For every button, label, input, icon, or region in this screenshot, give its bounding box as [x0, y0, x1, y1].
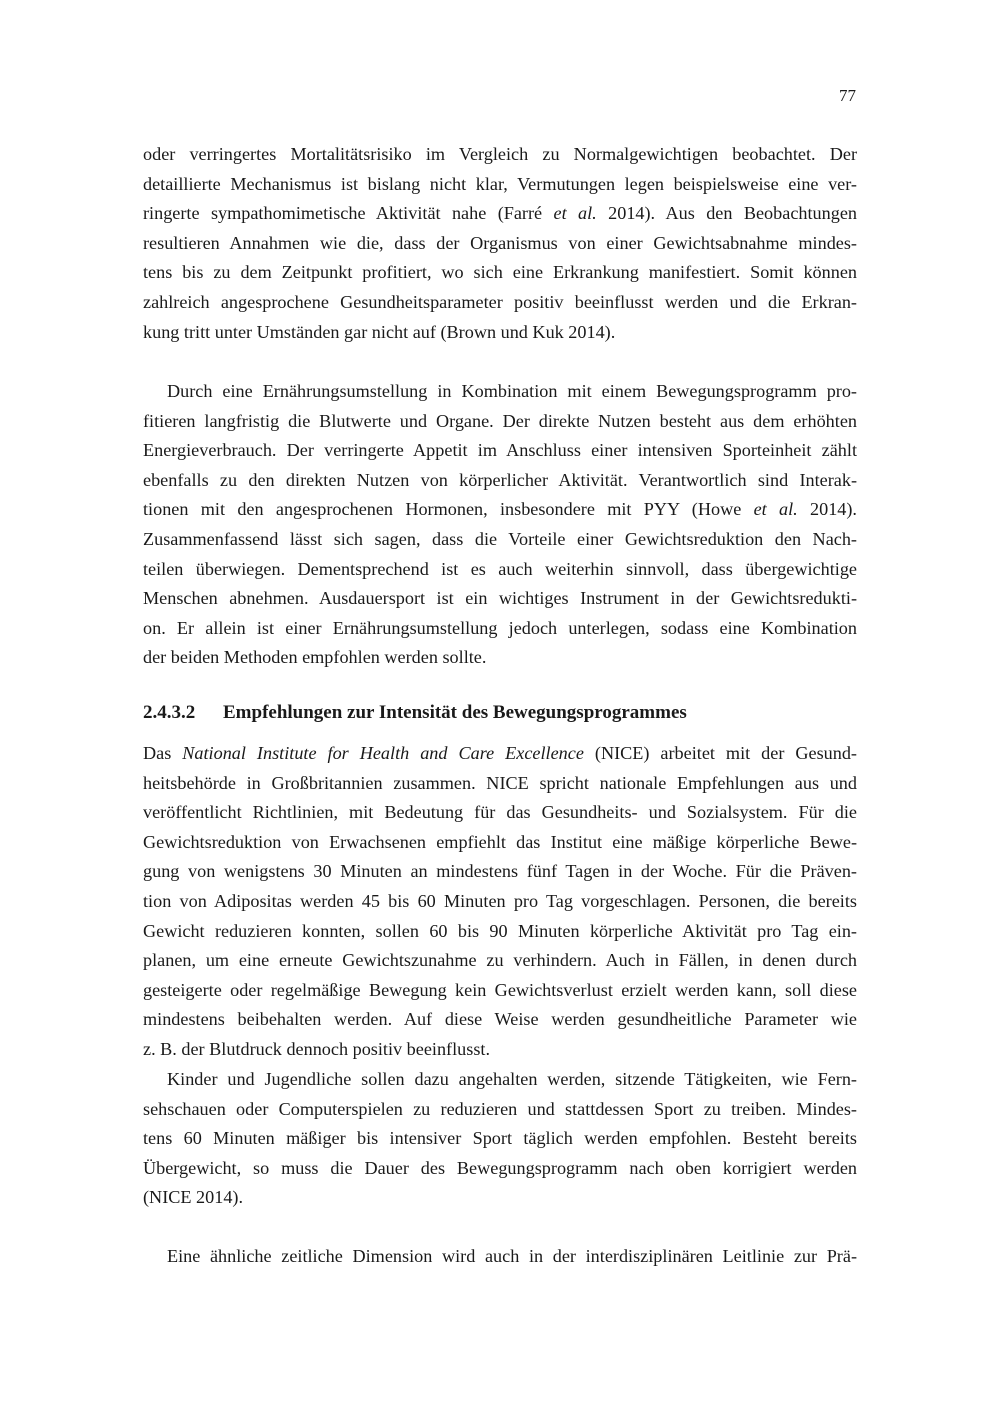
text-line: Das National Institute for Health and Care Excellence (NICE) arbeitet mit der Gesund- — [143, 743, 857, 763]
text-line: sehschauen oder Computerspielen zu reduzieren und stattdessen Sport zu treiben. Mindes- — [143, 1098, 857, 1119]
text-line: der beiden Methoden empfohlen werden sollte. — [143, 647, 487, 668]
text-line: fitieren langfristig die Blutwerte und Organe. Der direkte Nutzen besteht aus dem erhöhten — [143, 410, 857, 431]
text-line: oder verringertes Mortalitätsrisiko im Vergleich zu Normalgewichtigen beobachtet. Der — [143, 144, 857, 164]
text-line: Eine ähnliche zeitliche Dimension wird auch in der interdisziplinären Leitlinie zur Prä- — [167, 1246, 857, 1266]
text-line: veröffentlicht Richtlinien, mit Bedeutung für das Gesundheits- und Sozialsystem. Für die — [143, 802, 857, 823]
text-line: tionen mit den angesprochenen Hormonen, insbesondere mit PYY (Howe et al. 2014). — [143, 499, 857, 520]
text-line: teilen überwiegen. Dementsprechend ist es auch weiterhin sinnvoll, dass übergewichtige — [143, 558, 857, 579]
text-line: Zusammenfassend lässt sich sagen, dass die Vorteile einer Gewichtsreduktion den Nach- — [143, 528, 857, 549]
text-line: detaillierte Mechanismus ist bislang nicht klar, Vermutungen legen beispielsweise eine ver- — [143, 173, 857, 194]
text-line: Durch eine Ernährungsumstellung in Kombination mit einem Bewegungsprogramm pro- — [167, 381, 857, 401]
text-line: kung tritt unter Umständen gar nicht auf (Brown und Kuk 2014). — [143, 321, 616, 342]
page-number: 77 — [839, 86, 856, 105]
text-line: (NICE 2014). — [143, 1187, 244, 1208]
text-line: resultieren Annahmen wie die, dass der Organismus von einer Gewichtsabnahme mindes- — [143, 232, 857, 253]
text-line: mindestens beibehalten werden. Auf diese Weise werden gesundheitliche Parameter wie — [143, 1009, 857, 1030]
text-line: tion von Adipositas werden 45 bis 60 Minuten pro Tag vorgeschlagen. Personen, die bereits — [143, 890, 857, 911]
section-number: 2.4.3.2 — [143, 702, 196, 723]
text-line: gesteigerte oder regelmäßige Bewegung kein Gewichtsverlust erzielt werden kann, soll diese — [143, 979, 857, 1000]
text-line: planen, um eine erneute Gewichtszunahme zu verhindern. Auch in Fällen, in denen durch — [143, 950, 857, 971]
text-line: tens bis zu dem Zeitpunkt profitiert, wo sich eine Erkrankung manifestiert. Somit können — [143, 262, 857, 283]
text-line: ebenfalls zu den direkten Nutzen von körperlicher Aktivität. Verantwortlich sind Interak- — [143, 469, 857, 490]
text-line: ringerte sympathomimetische Aktivität nahe (Farré et al. 2014). Aus den Beobachtungen — [143, 203, 857, 224]
text-line: zahlreich angesprochene Gesundheitsparameter positiv beeinflusst werden und die Erkran- — [143, 291, 857, 312]
text-line: z. B. der Blutdruck dennoch positiv beeinflusst. — [143, 1038, 491, 1059]
text-line: gung von wenigstens 30 Minuten an mindestens fünf Tagen in der Woche. Für die Präven- — [143, 861, 857, 882]
paragraph-1 — [143, 140, 857, 347]
section-paragraph-2 — [143, 1065, 857, 1213]
text-line: on. Er allein ist einer Ernährungsumstellung jedoch unterlegen, sodass eine Kombination — [143, 617, 857, 638]
text-line: Energieverbrauch. Der verringerte Appetit im Anschluss einer intensiven Sporteinheit zählt — [143, 440, 857, 461]
text-line: Kinder und Jugendliche sollen dazu angehalten werden, sitzende Tätigkeiten, wie Fern- — [167, 1069, 857, 1089]
section-paragraph-3 — [143, 1242, 857, 1272]
paragraph-2 — [143, 377, 857, 673]
text-line: Übergewicht, so muss die Dauer des Bewegungsprogramm nach oben korrigiert werden — [143, 1157, 857, 1178]
section-title: Empfehlungen zur Intensität des Bewegungsprogrammes — [223, 702, 687, 723]
text-line: Gewicht reduzieren konnten, sollen 60 bis 90 Minuten körperliche Aktivität pro Tag ein- — [143, 920, 857, 941]
text-line: Menschen abnehmen. Ausdauersport ist ein wichtiges Instrument in der Gewichtsredukti- — [143, 588, 857, 609]
text-line: tens 60 Minuten mäßiger bis intensiver Sport täglich werden empfohlen. Besteht bereits — [143, 1128, 857, 1149]
text-line: Gewichtsreduktion von Erwachsenen empfiehlt das Institut eine mäßige körperliche Bewe- — [143, 831, 857, 852]
text-line: heitsbehörde in Großbritannien zusammen. NICE spricht nationale Empfehlungen aus und — [143, 772, 857, 793]
section-paragraph-1 — [143, 739, 857, 1065]
section-heading — [143, 700, 857, 726]
